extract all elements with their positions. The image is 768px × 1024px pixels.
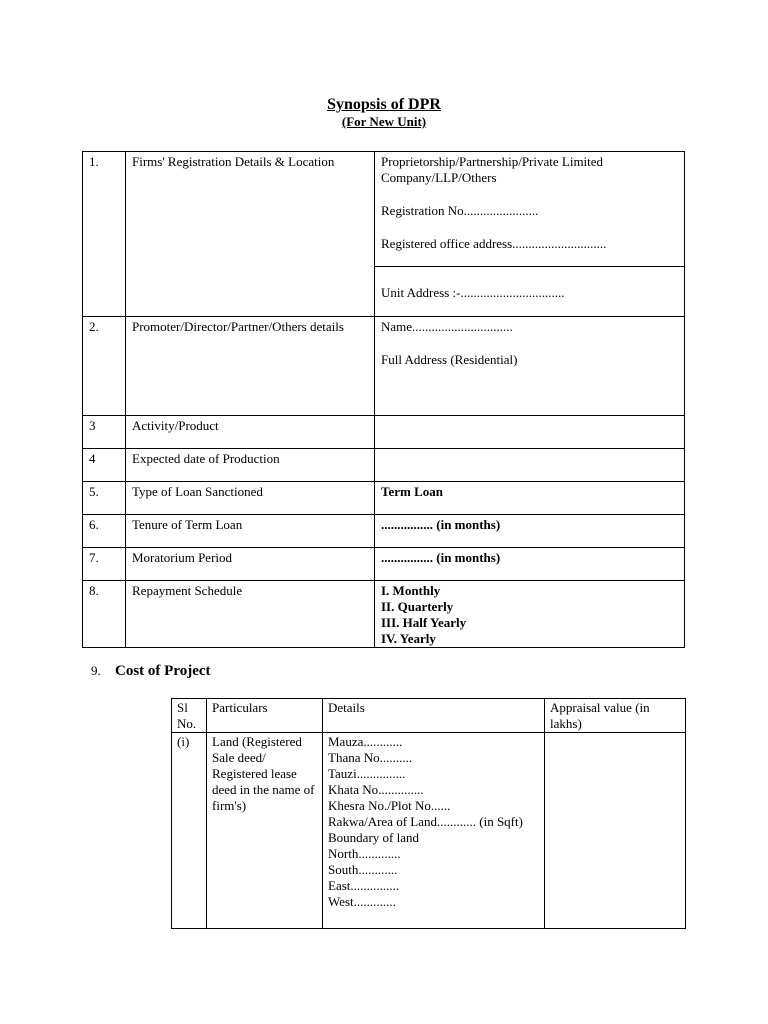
detail-line: Rakwa/Area of Land............ (in Sqft) [328,814,523,829]
table-row [172,733,686,929]
row-value: ................ (in months) [375,548,685,581]
repayment-option: III. Half Yearly [381,615,467,630]
sl-number: (i) [172,733,207,929]
table-header-row [172,699,686,733]
synopsis-table [82,151,685,648]
table-row [83,416,685,449]
cost-of-project-table [171,698,686,929]
table-row [83,482,685,515]
detail-line: Boundary of land [328,830,419,845]
row-number: 6. [83,515,126,548]
row-value: Term Loan [375,482,685,515]
column-header: Appraisal value (in lakhs) [545,699,686,733]
unit-address: Unit Address :-................................ [375,267,685,317]
table-row [83,152,685,267]
section-number: 9. [91,663,101,678]
row-label: Promoter/Director/Partner/Others details [126,317,375,416]
repayment-option: II. Quarterly [381,599,454,614]
detail-line: East............... [328,878,400,893]
row-label: Firms' Registration Details & Location [126,152,375,317]
firm-type-line: Company/LLP/Others [381,170,497,185]
details-cell [323,733,545,929]
table-row [83,515,685,548]
row-number: 7. [83,548,126,581]
row-label: Expected date of Production [126,449,375,482]
detail-line: Thana No.......... [328,750,413,765]
detail-line: Khata No.............. [328,782,424,797]
firm-type-line: Proprietorship/Partnership/Private Limited [381,154,604,169]
row-value [375,416,685,449]
promoter-full-address: Full Address (Residential) [381,352,518,367]
column-header: Particulars [207,699,323,733]
detail-line: West............. [328,894,396,909]
detail-line: Mauza............ [328,734,403,749]
row-value [375,449,685,482]
section-title: Cost of Project [115,663,211,679]
registration-no: Registration No....................... [381,203,539,218]
row-label: Moratorium Period [126,548,375,581]
repayment-option: IV. Yearly [381,631,436,646]
table-row [83,581,685,648]
table-row [83,449,685,482]
row-label: Activity/Product [126,416,375,449]
registered-office-address: Registered office address............................. [381,236,607,251]
row-number: 2. [83,317,126,416]
row-label: Type of Loan Sanctioned [126,482,375,515]
column-header: Details [323,699,545,733]
document-subtitle: (For New Unit) [341,114,427,129]
table-row [83,548,685,581]
repayment-options [375,581,685,648]
firm-details-cell [375,152,685,267]
detail-line: Khesra No./Plot No...... [328,798,451,813]
row-number: 8. [83,581,126,648]
detail-line: South............ [328,862,398,877]
row-number: 1. [83,152,126,317]
row-label: Tenure of Term Loan [126,515,375,548]
particulars-cell: Land (Registered Sale deed/ Registered lease deed in the name of firm's) [207,733,323,929]
column-header: Sl No. [172,699,207,733]
row-value: ................ (in months) [375,515,685,548]
row-number: 5. [83,482,126,515]
appraisal-value-cell [545,733,686,929]
row-label: Repayment Schedule [126,581,375,648]
repayment-option: I. Monthly [381,583,441,598]
detail-line: Tauzi............... [328,766,406,781]
table-row [83,317,685,416]
row-number: 4 [83,449,126,482]
document-title: Synopsis of DPR [327,96,441,113]
detail-line: North............. [328,846,401,861]
section-heading [91,663,211,679]
promoter-name: Name............................... [381,319,513,334]
row-number: 3 [83,416,126,449]
promoter-details-cell [375,317,685,416]
